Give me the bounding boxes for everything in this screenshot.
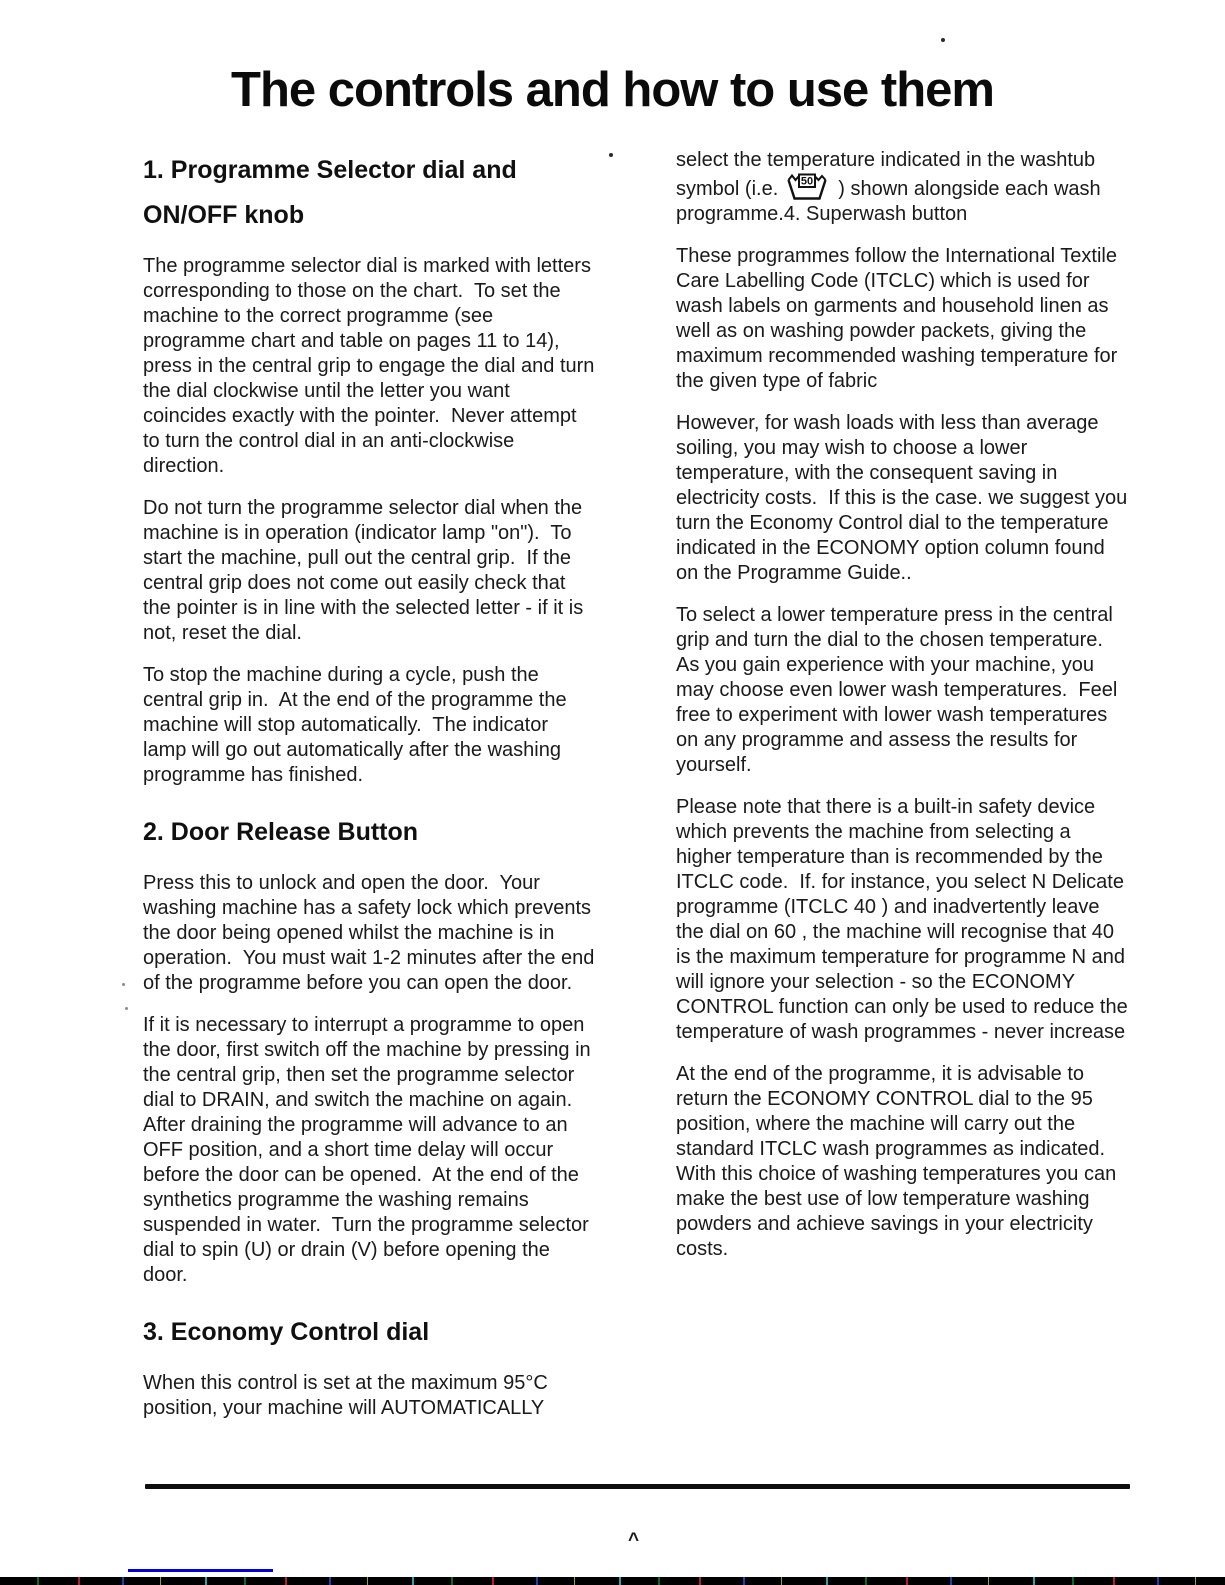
section-1-heading-line1: 1. Programme Selector dial and	[143, 156, 517, 184]
page-title: The controls and how to use them	[231, 63, 994, 117]
section-1-heading	[143, 148, 595, 238]
section-2-heading: 2. Door Release Button	[143, 818, 419, 846]
scan-speck	[941, 38, 945, 42]
section-1-heading-line2: ON/OFF knob	[143, 201, 305, 229]
paragraph-select-lower: To select a lower temperature press in the central grip and turn the dial to the chosen temperature. As you gain experience with your machine, you may choose even lower wash temperatures. Feel free to experiment with lower wash temperatures on any programme and assess the results for yourself.	[676, 604, 1123, 776]
section-3-heading: 3. Economy Control dial	[143, 1318, 430, 1346]
scan-speck	[609, 153, 613, 157]
scan-edge-band-artifact	[0, 1577, 1225, 1585]
paragraph-door-release-1: Press this to unlock and open the door. Your washing machine has a safety lock which prevents the door being opened whilst the machine is in operation. You must wait 1-2 minutes after the end of the programme before you can open the door.	[143, 872, 600, 994]
scan-blue-line-artifact	[128, 1569, 273, 1572]
right-column	[676, 148, 1134, 1279]
washtub-text-before: select the temperature indicated in the washtub symbol (i.e.	[676, 149, 1101, 200]
paragraph-itclc: These programmes follow the International Textile Care Labelling Code (ITCLC) which is used for wash labels on garments and household linen as well as on washing powder packets, giving the maximum recommended washing temperature for the given type of fabric	[676, 245, 1123, 392]
washtub-text-after: ) shown alongside each wash programme.4. Superwash button	[676, 178, 1107, 225]
paragraph-selector-dial-1: The programme selector dial is marked with letters corresponding to those on the chart. To set the machine to the correct programme (see programme chart and table on pages 11 to 14), press in the central grip to engage the dial and turn the dial clockwise until the letter you want coincides exactly with the pointer. Never attempt to turn the control dial in an anti-clockwise direction.	[143, 255, 600, 477]
paragraph-economy-intro: When this control is set at the maximum 95°C position, your machine will AUTOMATICALLY	[143, 1372, 554, 1419]
paragraph-door-release-2: If it is necessary to interrupt a programme to open the door, first switch off the machine by pressing in the central grip, then set the programme selector dial to DRAIN, and switch the machine on again. After draining the programme will advance to an OFF position, and a short time delay will occur before the door can be opened. At the end of the synthetics programme the washing remains suspended in water. Turn the programme selector dial to spin (U) or drain (V) before opening the door.	[143, 1014, 597, 1286]
washtub-symbol-icon	[786, 173, 828, 201]
paragraph-washtub	[676, 148, 1128, 227]
paragraph-lower-temperature: However, for wash loads with less than average soiling, you may wish to choose a lower temperature, with the consequent saving in electricity costs. If this is the case. we suggest you turn the Economy Control dial to the temperature indicated in the ECONOMY option column found on the Programme Guide..	[676, 412, 1133, 584]
page-number-mark: ^	[628, 1530, 640, 1551]
scan-speck	[122, 983, 125, 986]
paragraph-selector-dial-2: Do not turn the programme selector dial when the machine is in operation (indicator lamp "on"). To start the machine, pull out the central grip. If the central grip does not come out easily check that the pointer is in line with the selected letter - if it is not, reset the dial.	[143, 497, 589, 644]
paragraph-selector-dial-3: To stop the machine during a cycle, push the central grip in. At the end of the programme the machine will stop automatically. The indicator lamp will go out automatically after the washing programme has finished.	[143, 664, 573, 786]
washtub-temperature-value: 50	[801, 175, 814, 188]
paragraph-safety-device: Please note that there is a built-in safety device which prevents the machine from selecting a higher temperature than is recommended by the ITCLC code. If. for instance, you select N Delicate programme (ITCLC 40 ) and inadvertently leave the dial on 60 , the machine will recognise that 40 is the maximum temperature for programme N and will ignore your selection - so the ECONOMY CONTROL function can only be used to reduce the temperature of wash programmes - never increase	[676, 796, 1134, 1043]
scan-speck	[125, 1007, 128, 1010]
paragraph-end-of-programme: At the end of the programme, it is advisable to return the ECONOMY CONTROL dial to the 95 position, where the machine will carry out the standard ITCLC wash programmes as indicated. With this choice of washing temperatures you can make the best use of low temperature washing powders and achieve savings in your electricity costs.	[676, 1063, 1122, 1260]
footer-divider	[145, 1484, 1130, 1489]
left-column	[143, 148, 600, 1438]
